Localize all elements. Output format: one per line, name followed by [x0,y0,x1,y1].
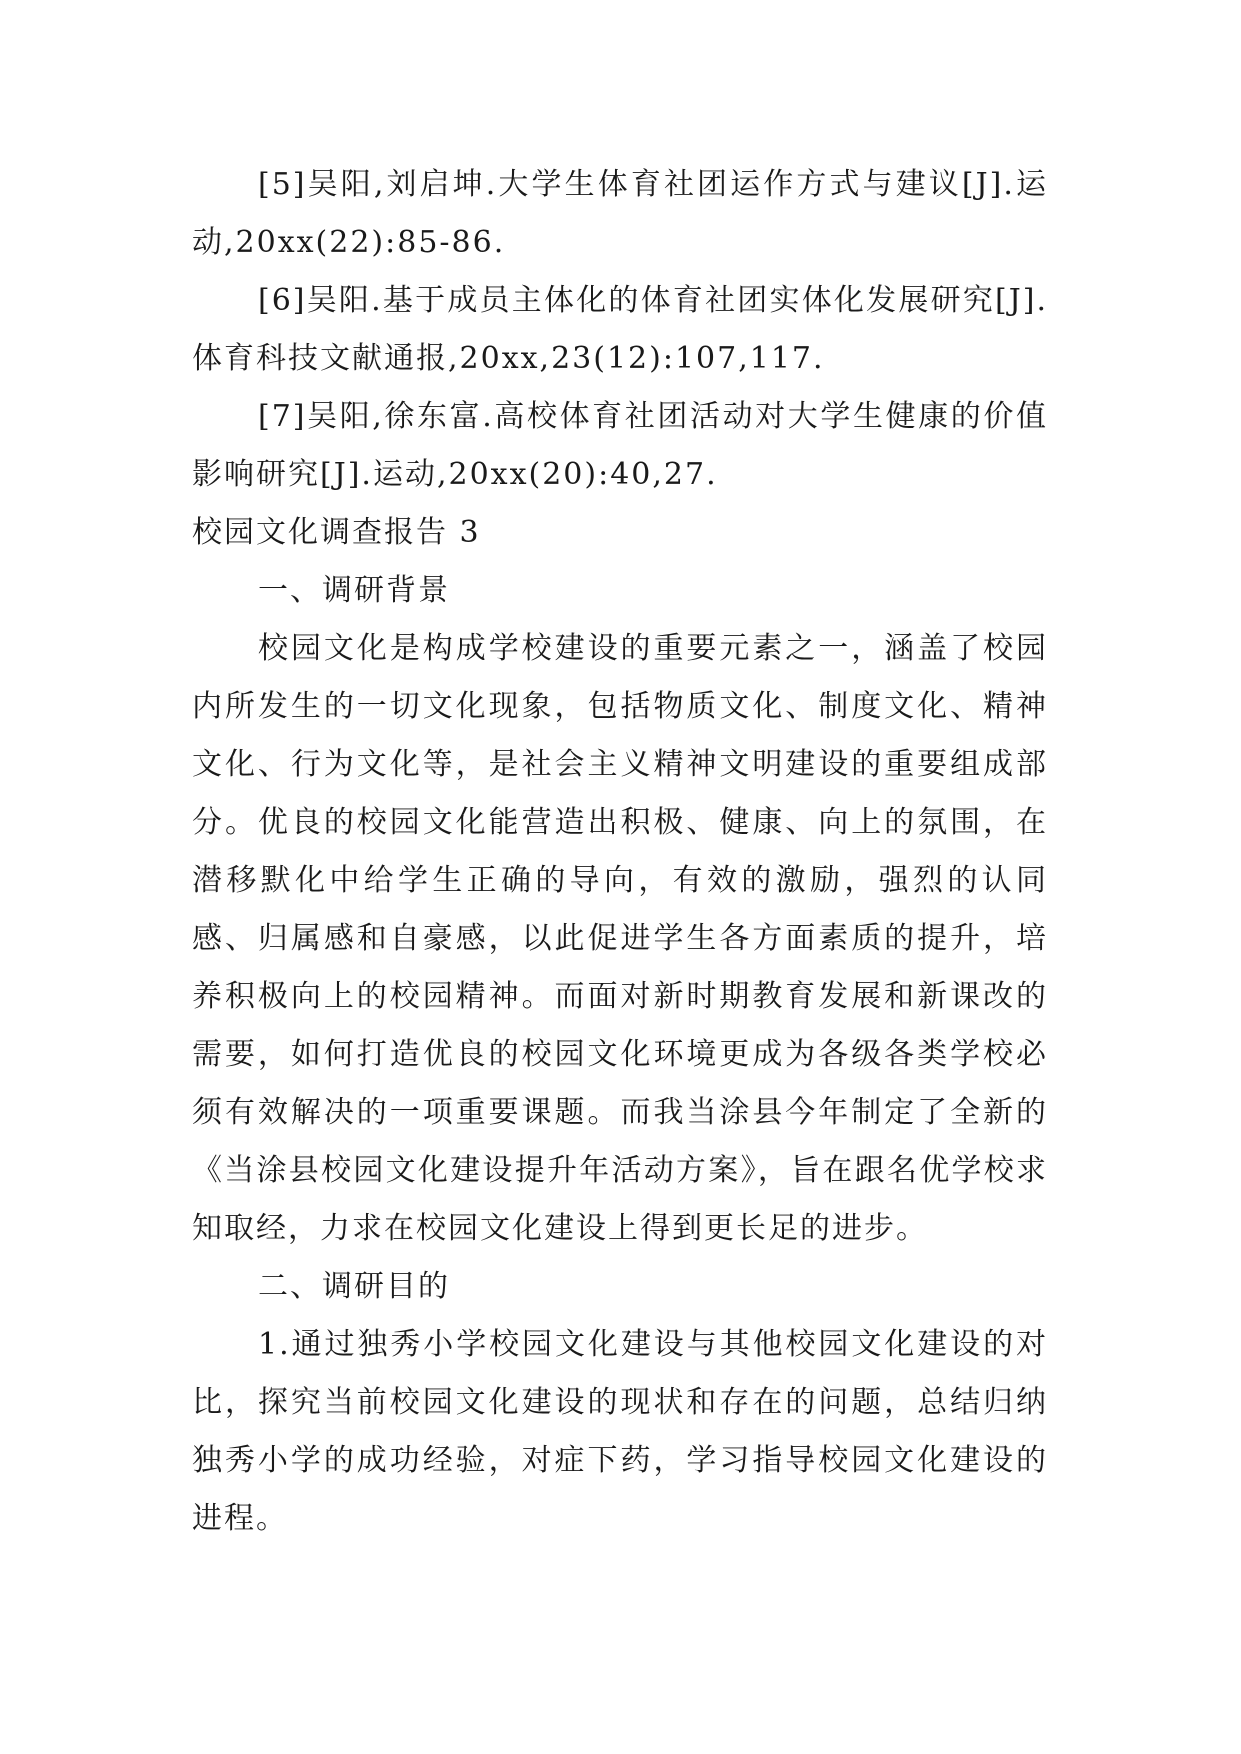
reference-entry: [6]吴阳.基于成员主体化的体育社团实体化发展研究[J].体育科技文献通报,20xx,23(12):107,117. [192,283,1048,376]
reference-entry: [7]吴阳,徐东富.高校体育社团活动对大学生健康的价值影响研究[J].运动,20xx(20):40,27. [192,399,1048,492]
document-body [192,156,1048,1548]
report-title: 校园文化调查报告 3 [192,515,481,550]
body-paragraph: 校园文化是构成学校建设的重要元素之一，涵盖了校园内所发生的一切文化现象，包括物质文化、制度文化、精神文化、行为文化等，是社会主义精神文明建设的重要组成部分。优良的校园文化能营造出积极、健康、向上的氛围，在潜移默化中给学生正确的导向，有效的激励，强烈的认同感、归属感和自豪感，以此促进学生各方面素质的提升，培养积极向上的校园精神。而面对新时期教育发展和新课改的需要，如何打造优良的校园文化环境更成为各级各类学校必须有效解决的一项重要课题。而我当涂县今年制定了全新的《当涂县校园文化建设提升年活动方案》，旨在跟名优学校求知取经，力求在校园文化建设上得到更长足的进步。 [192,631,1048,1246]
section-heading: 一、调研背景 [258,573,450,608]
reference-entry: [5]吴阳,刘启坤.大学生体育社团运作方式与建议[J].运动,20xx(22):85-86. [192,167,1048,260]
body-paragraph: 1.通过独秀小学校园文化建设与其他校园文化建设的对比，探究当前校园文化建设的现状和存在的问题，总结归纳独秀小学的成功经验，对症下药，学习指导校园文化建设的进程。 [192,1327,1048,1536]
section-heading: 二、调研目的 [258,1269,450,1304]
